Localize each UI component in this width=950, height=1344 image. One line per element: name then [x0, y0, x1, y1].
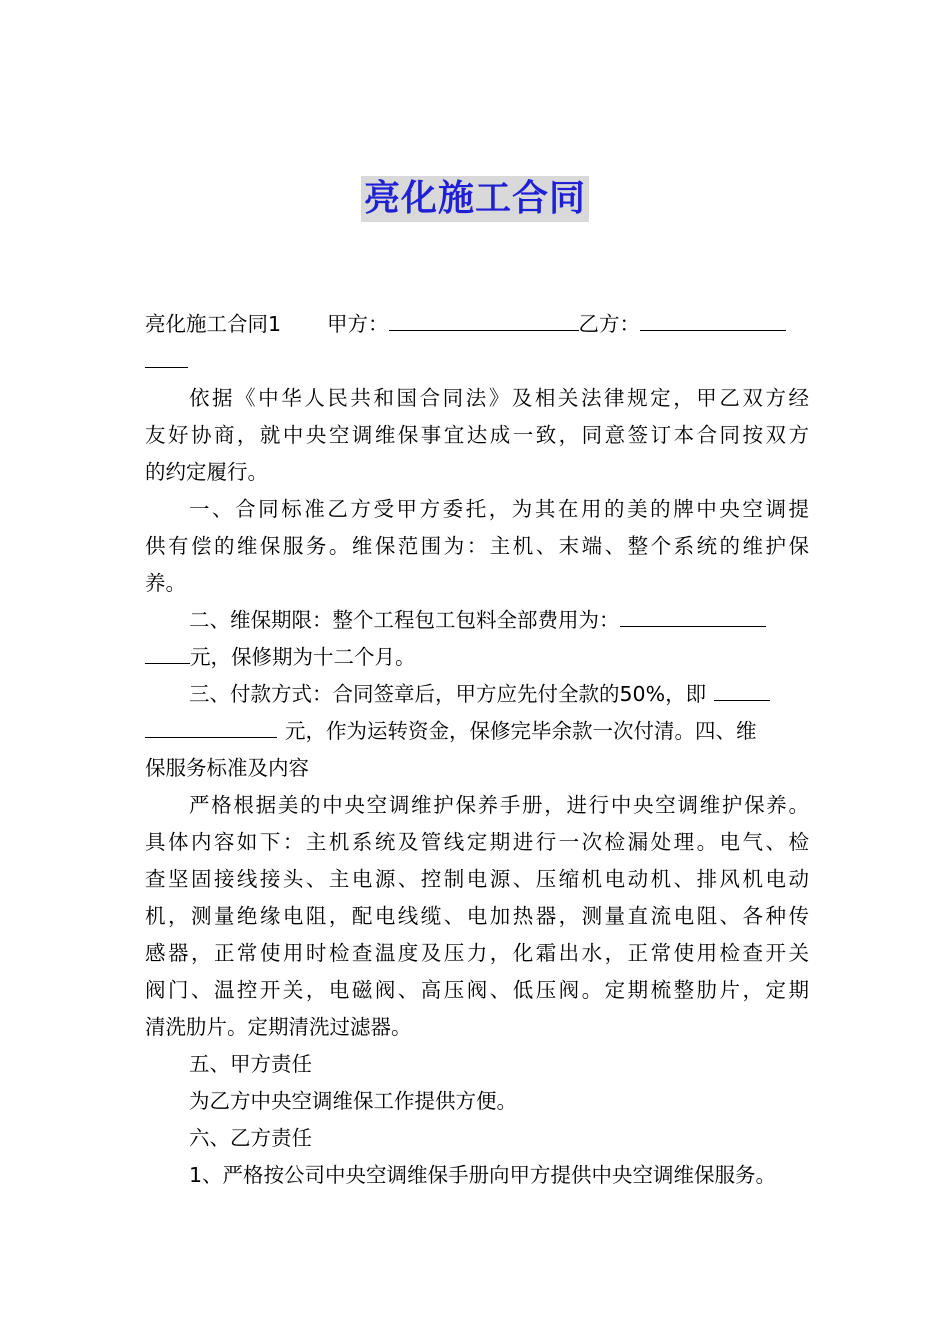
paragraph-line [145, 676, 809, 713]
paragraph-line: 1、严格按公司中央空调维保手册向甲方提供中央空调维保服务。 [189, 1163, 777, 1187]
paragraph-line: 依据《中华人民共和国合同法》及相关法律规定，甲乙双方经 [189, 386, 809, 410]
paragraph-line [145, 713, 809, 750]
paragraph-line: 的约定履行。 [145, 460, 268, 484]
paragraph-line: 一、合同标准乙方受甲方委托，为其在用的美的牌中央空调提 [189, 497, 809, 521]
paragraph-line [145, 602, 809, 639]
paragraph-line: 查坚固接线接头、主电源、控制电源、压缩机电动机、排风机电动 [145, 867, 809, 891]
warranty-text: 元，保修期为十二个月。 [190, 645, 416, 669]
party-b-label: 乙方： [578, 312, 641, 336]
title-wrap [0, 176, 950, 222]
section-heading: 六、乙方责任 [189, 1126, 312, 1150]
parties-line [145, 306, 809, 343]
payment-blank-continued [145, 713, 277, 738]
payment-text-continued: 元，作为运转资金，保修完毕余款一次付清。四、维 [285, 719, 757, 743]
total-fee-blank-continued [145, 639, 190, 664]
party-a-blank [389, 306, 579, 331]
document-title: 亮化施工合同 [361, 176, 589, 222]
paragraph-line: 严格根据美的中央空调维护保养手册，进行中央空调维护保养。 [189, 793, 809, 817]
paragraph-line [145, 639, 809, 676]
document-body [145, 306, 809, 1194]
parties-line-continued [145, 343, 809, 380]
paragraph-line: 具体内容如下：主机系统及管线定期进行一次检漏处理。电气、检 [145, 830, 809, 854]
paragraph-line: 机，测量绝缘电阻，配电线缆、电加热器，测量直流电阻、各种传 [145, 904, 809, 928]
party-b-blank [640, 306, 786, 331]
payment-text: 三、付款方式：合同签章后，甲方应先付全款的50%，即 [189, 682, 707, 706]
total-fee-blank [620, 602, 766, 627]
paragraph-line: 保服务标准及内容 [145, 756, 309, 780]
paragraph-line: 感器，正常使用时检查温度及压力，化霜出水，正常使用检查开关 [145, 941, 809, 965]
payment-blank [714, 676, 770, 701]
party-a-label: 甲方： [327, 312, 389, 336]
contract-subtitle: 亮化施工合同1 [145, 312, 282, 336]
section-heading: 五、甲方责任 [189, 1052, 312, 1076]
paragraph-line: 阀门、温控开关，电磁阀、高压阀、低压阀。定期梳整肋片，定期 [145, 978, 809, 1002]
paragraph-line: 供有偿的维保服务。维保范围为：主机、末端、整个系统的维护保 [145, 534, 809, 558]
paragraph-line: 为乙方中央空调维保工作提供方便。 [189, 1089, 517, 1113]
party-b-blank-continued [145, 343, 188, 368]
term-text: 二、维保期限：整个工程包工包料全部费用为： [189, 608, 620, 632]
paragraph-line: 养。 [145, 571, 186, 595]
paragraph-line: 清洗肋片。定期清洗过滤器。 [145, 1015, 412, 1039]
paragraph-line: 友好协商，就中央空调维保事宜达成一致，同意签订本合同按双方 [145, 423, 809, 447]
